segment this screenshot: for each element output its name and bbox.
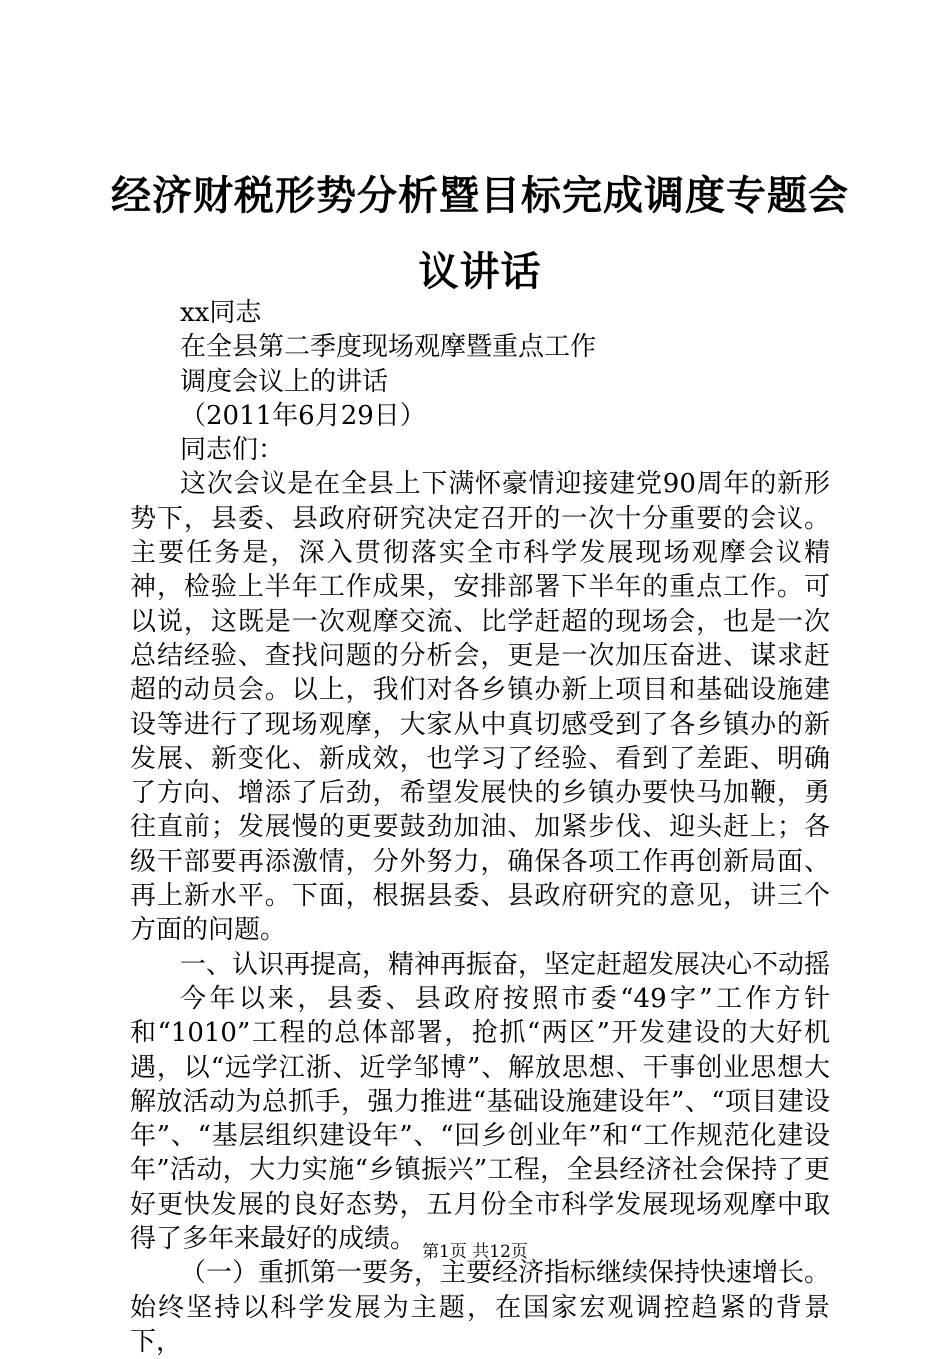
opening-paragraph: 这次会议是在全县上下满怀豪情迎接建党90周年的新形势下，县委、县政府研究决定召开的一次十分重要的会议。主要任务是，深入贯彻落实全市科学发展现场观摩会议精神，检验上半年工作成果，安排部署下半年的重点工作。可以说，这既是一次观摩交流、比学赶超的现场会，也是一次总结经验、查找问题的分析会，更是一次加压奋进、谋求赶超的动员会。以上，我们对各乡镇办新上项目和基础设施建设等进行了现场观摩，大家从中真切感受到了各乡镇办的新发展、新变化、新成效，也学习了经验、看到了差距、明确了方向、增添了后劲，希望发展快的乡镇办要快马加鞭，勇往直前；发展慢的更要鼓劲加油、加紧步伐、迎头赶上；各级干部要再添激情，分外努力，确保各项工作再创新局面、再上新水平。下面，根据县委、县政府研究的意见，讲三个方面的问题。 [130, 469, 830, 946]
addressee-line: xx同志 [180, 298, 262, 328]
document-body [130, 296, 830, 1359]
section-heading-one: 一、认识再提高，精神再振奋，坚定赶超发展决心不动摇 [180, 949, 831, 980]
page-number-footer: 第1页 共12页 [422, 1242, 528, 1262]
speech-title-line-1: 在全县第二季度现场观摩暨重点工作 [180, 332, 597, 363]
salutation: 同志们： [180, 435, 285, 466]
subsection-paragraph: （一）重抓第一要务，主要经济指标继续保持快速增长。始终坚持以科学发展为主题，在国家宏观调控趋紧的背景下， [130, 1258, 831, 1357]
body-paragraph: 今年以来，县委、县政府按照市委“49字”工作方针和“1010”工程的总体部署，抢抓“两区”开发建设的大好机遇，以“远学江浙、近学邹博”、解放思想、干事创业思想大解放活动为总抓手，强力推进“基础设施建设年”、“项目建设年”、“基层组织建设年”、“回乡创业年”和“工作规范化建设年”活动，大力实施“乡镇振兴”工程，全县经济社会保持了更好更快发展的良好态势，五月份全市科学发展现场观摩中取得了多年来最好的成绩。 [130, 983, 830, 1255]
speech-title-line-2: 调度会议上的讲话 [180, 366, 389, 397]
document-title: 经济财税形势分析暨目标完成调度专题会议讲话 [111, 172, 849, 295]
speech-date: （2011年6月29日） [180, 400, 426, 431]
